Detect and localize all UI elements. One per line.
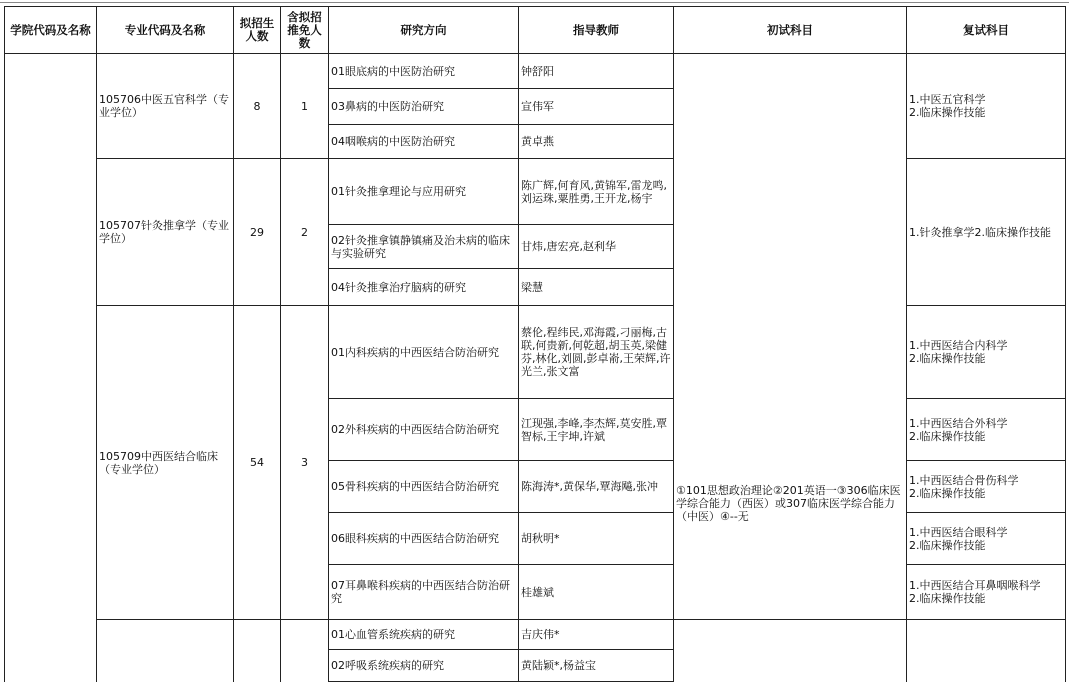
table-row — [5, 54, 1066, 89]
direction-cell: 06眼科疾病的中西医结合防治研究 — [329, 513, 519, 565]
direction-cell: 05骨科疾病的中西医结合防治研究 — [329, 461, 519, 513]
direction-cell: 01眼底病的中医防治研究 — [329, 54, 519, 89]
direction-cell: 01心血管系统疾病的研究 — [329, 620, 519, 650]
major-name: 105709中西医结合临床（专业学位） — [97, 306, 234, 620]
header-exam-subjects: 初试科目 — [674, 7, 907, 54]
plan-count — [234, 620, 281, 682]
major-name: 105707针灸推拿学（专业学位） — [97, 159, 234, 306]
supervisor-cell: 陈广辉,何育风,黄锦军,雷龙鸣,刘运珠,粟胜勇,王开龙,杨宇 — [519, 159, 674, 225]
exempt-count: 2 — [281, 159, 329, 306]
major-name — [97, 620, 234, 682]
header-supervisor: 指导教师 — [519, 7, 674, 54]
header-major: 专业代码及名称 — [97, 7, 234, 54]
header-retest-subjects: 复试科目 — [907, 7, 1066, 54]
exam-subjects-text: ①101思想政治理论②201英语一③306临床医学综合能力（西医）或307临床医学综合能力（中医）④--无 — [676, 484, 901, 523]
retest-line: 1.中西医结合眼科学 — [909, 525, 1008, 539]
retest-cell — [907, 159, 1066, 306]
retest-line: 1.中西医结合耳鼻咽喉科学 — [909, 579, 1041, 592]
direction-cell: 02外科疾病的中西医结合防治研究 — [329, 399, 519, 461]
retest-line: 2.临床操作技能 — [909, 538, 986, 552]
table-row — [5, 620, 1066, 650]
supervisor-cell: 桂雄斌 — [519, 565, 674, 620]
exam-subjects-cell — [674, 54, 907, 620]
retest-line: 2.临床操作技能 — [909, 592, 986, 605]
exempt-count: 3 — [281, 306, 329, 620]
retest-line: 1.针灸推拿学2.临床操作技能 — [909, 225, 1051, 239]
supervisor-cell: 陈海涛*,黄保华,覃海飚,张冲 — [519, 461, 674, 513]
retest-cell — [907, 565, 1066, 620]
direction-cell: 02呼吸系统疾病的研究 — [329, 650, 519, 682]
direction-cell: 02针灸推拿镇静镇痛及治未病的临床与实验研究 — [329, 225, 519, 269]
retest-line: 1.中西医结合骨伤科学 — [909, 473, 1019, 487]
exam-subjects-cell — [674, 620, 907, 682]
supervisor-cell: 胡秋明* — [519, 513, 674, 565]
direction-cell: 04咽喉病的中医防治研究 — [329, 125, 519, 159]
direction-cell: 04针灸推拿治疗脑病的研究 — [329, 269, 519, 306]
supervisor-cell: 江现强,李峰,李杰辉,莫安胜,覃智标,王宇坤,许斌 — [519, 399, 674, 461]
supervisor-cell: 黄陆颖*,杨益宝 — [519, 650, 674, 682]
page-top-rule — [0, 2, 1069, 3]
admission-table — [4, 6, 1066, 682]
retest-cell — [907, 461, 1066, 513]
plan-count: 54 — [234, 306, 281, 620]
supervisor-cell: 钟舒阳 — [519, 54, 674, 89]
retest-line: 2.临床操作技能 — [909, 429, 986, 443]
supervisor-cell: 梁慧 — [519, 269, 674, 306]
retest-cell — [907, 306, 1066, 399]
header-exempt-count: 含拟招推免人数 — [281, 7, 329, 54]
supervisor-cell: 蔡伦,程纬民,邓海霞,刁丽梅,古联,何贵新,何乾超,胡玉英,梁健芬,林化,刘圆,彭卓嵛,王荣辉,许光兰,张文富 — [519, 306, 674, 399]
table-row — [5, 159, 1066, 225]
major-name: 105706中医五官科学（专业学位） — [97, 54, 234, 159]
college-cell — [5, 54, 97, 682]
supervisor-cell: 吉庆伟* — [519, 620, 674, 650]
header-college: 学院代码及名称 — [5, 7, 97, 54]
exempt-count: 1 — [281, 54, 329, 159]
exempt-count — [281, 620, 329, 682]
direction-cell: 01内科疾病的中西医结合防治研究 — [329, 306, 519, 399]
direction-cell: 03鼻病的中医防治研究 — [329, 89, 519, 125]
header-plan-count: 拟招生人数 — [234, 7, 281, 54]
direction-cell: 07耳鼻喉科疾病的中西医结合防治研究 — [329, 565, 519, 620]
retest-cell — [907, 54, 1066, 159]
retest-line: 1.中医五官科学 — [909, 93, 986, 106]
plan-count: 8 — [234, 54, 281, 159]
retest-line: 2.临床操作技能 — [909, 486, 986, 500]
header-direction: 研究方向 — [329, 7, 519, 54]
plan-count: 29 — [234, 159, 281, 306]
table-row — [5, 306, 1066, 399]
retest-cell — [907, 399, 1066, 461]
retest-line: 2.临床操作技能 — [909, 352, 986, 365]
supervisor-cell: 黄卓燕 — [519, 125, 674, 159]
direction-cell: 01针灸推拿理论与应用研究 — [329, 159, 519, 225]
supervisor-cell: 甘炜,唐宏亮,赵利华 — [519, 225, 674, 269]
retest-cell — [907, 513, 1066, 565]
supervisor-cell: 宣伟军 — [519, 89, 674, 125]
retest-line: 1.中西医结合外科学 — [909, 416, 1008, 430]
retest-line: 2.临床操作技能 — [909, 106, 986, 119]
retest-line: 1.中西医结合内科学 — [909, 339, 1008, 352]
header-row — [5, 7, 1066, 54]
retest-cell — [907, 620, 1066, 682]
